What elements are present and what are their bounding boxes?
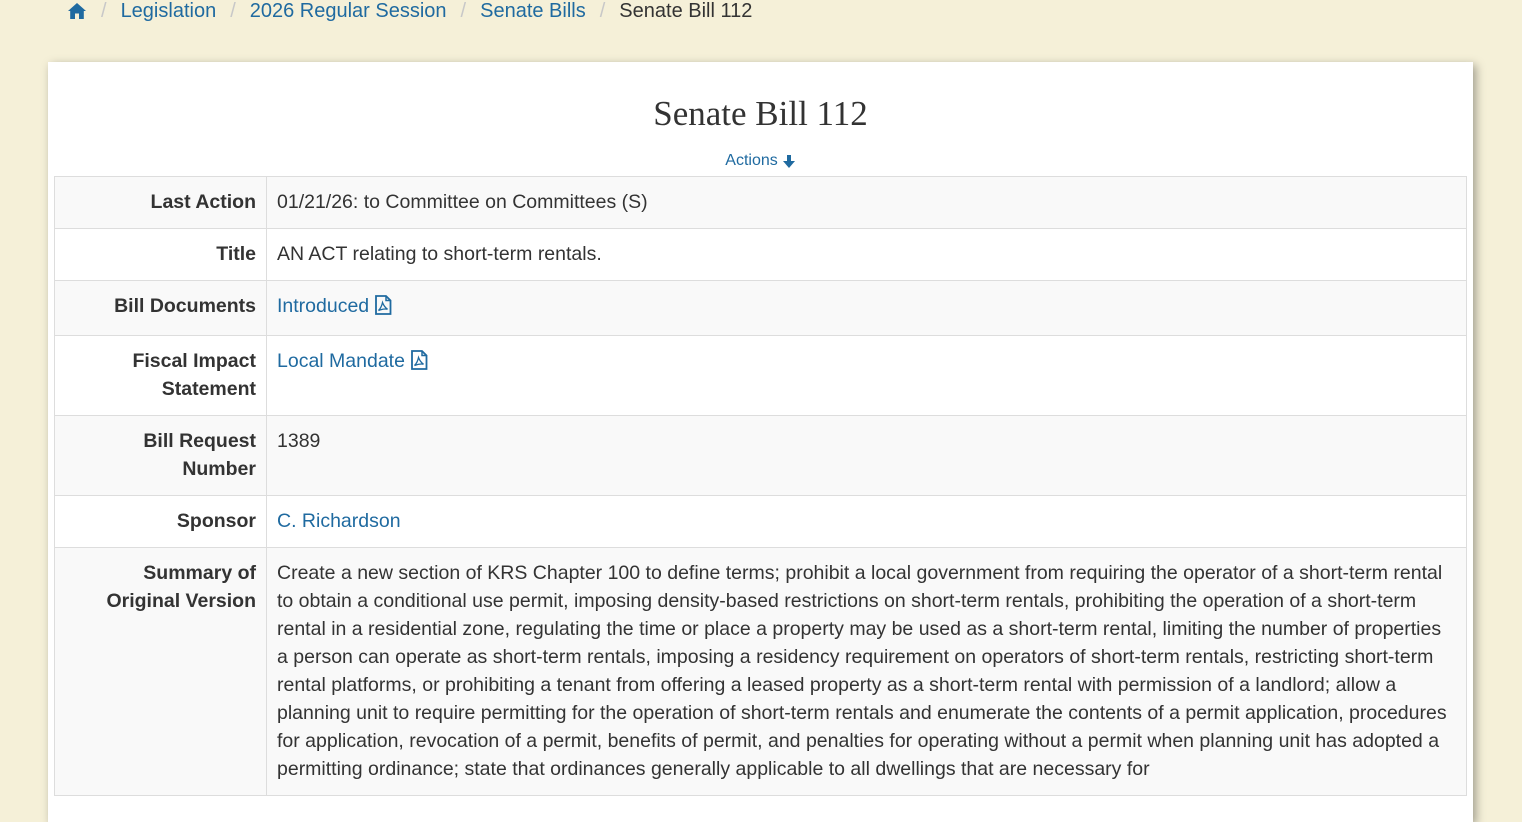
local-mandate-link-text: Local Mandate bbox=[277, 350, 405, 372]
pdf-icon bbox=[410, 350, 428, 378]
breadcrumb-separator: / bbox=[460, 0, 467, 22]
bill-request-label bbox=[55, 416, 267, 496]
fiscal-impact-label-line1: Fiscal Impact bbox=[132, 350, 256, 372]
breadcrumb-separator: / bbox=[599, 0, 606, 22]
breadcrumb-session[interactable]: 2026 Regular Session bbox=[249, 0, 447, 22]
bill-documents-cell bbox=[267, 281, 1467, 336]
pdf-icon bbox=[374, 295, 392, 323]
fiscal-impact-label-line2: Statement bbox=[161, 378, 256, 400]
actions-container bbox=[48, 152, 1473, 170]
title-label: Title bbox=[55, 229, 267, 281]
row-sponsor bbox=[55, 496, 1467, 548]
fiscal-impact-label bbox=[55, 336, 267, 416]
bill-documents-label: Bill Documents bbox=[55, 281, 267, 336]
actions-link[interactable] bbox=[725, 152, 795, 170]
row-last-action bbox=[55, 177, 1467, 229]
summary-label bbox=[55, 548, 267, 796]
breadcrumb-senate-bills[interactable]: Senate Bills bbox=[480, 0, 586, 22]
last-action-label: Last Action bbox=[55, 177, 267, 229]
breadcrumb-separator: / bbox=[101, 0, 107, 22]
breadcrumb-legislation[interactable]: Legislation bbox=[120, 0, 217, 22]
row-title bbox=[55, 229, 1467, 281]
summary-label-line2: Original Version bbox=[106, 590, 256, 612]
bill-panel bbox=[48, 62, 1473, 822]
row-bill-documents bbox=[55, 281, 1467, 336]
home-icon[interactable] bbox=[67, 2, 87, 20]
fiscal-impact-cell bbox=[267, 336, 1467, 416]
arrow-down-icon bbox=[782, 154, 796, 169]
sponsor-cell bbox=[267, 496, 1467, 548]
breadcrumb-current: Senate Bill 112 bbox=[619, 0, 753, 22]
actions-label: Actions bbox=[725, 152, 778, 169]
row-bill-request bbox=[55, 416, 1467, 496]
summary-value: Create a new section of KRS Chapter 100 to define terms; prohibit a local government from requiring the operator of a short-term rental to obtain a conditional use permit, imposing density-based restrictions on short-term rentals, prohibiting the operation of a short-term rental in a residential zone, regulating the time or place a property may be used as a short-term rental, limiting the number of properties a person can operate as short-term rentals, imposing a residency requirement on operators of short-term rentals, restricting short-term rental platforms, or prohibiting a tenant from offering a leased property as a short-term rental with permission of a landlord; allow a planning unit to require permitting for the operation of short-term rentals and enumerate the contents of a permit application, procedures for application, revocation of a permit, benefits of permit, and penalties for operating without a permit when planning unit has adopted a permitting ordinance; state that ordinances generally applicable to all dwellings that are necessary for bbox=[267, 548, 1467, 796]
breadcrumb-separator: / bbox=[230, 0, 236, 22]
bill-request-label-line2: Number bbox=[182, 458, 256, 480]
bill-info-table bbox=[54, 176, 1467, 796]
sponsor-link[interactable]: C. Richardson bbox=[277, 510, 401, 532]
row-fiscal-impact bbox=[55, 336, 1467, 416]
sponsor-label: Sponsor bbox=[55, 496, 267, 548]
introduced-link-text: Introduced bbox=[277, 295, 370, 317]
bill-request-label-line1: Bill Request bbox=[143, 430, 256, 452]
breadcrumb bbox=[67, 0, 752, 24]
last-action-value: 01/21/26: to Committee on Committees (S) bbox=[267, 177, 1467, 229]
summary-label-line1: Summary of bbox=[143, 562, 256, 584]
local-mandate-link[interactable] bbox=[277, 350, 428, 372]
page-title: Senate Bill 112 bbox=[653, 94, 868, 133]
introduced-link[interactable] bbox=[277, 295, 392, 317]
row-summary bbox=[55, 548, 1467, 796]
title-value: AN ACT relating to short-term rentals. bbox=[267, 229, 1467, 281]
bill-request-value: 1389 bbox=[267, 416, 1467, 496]
